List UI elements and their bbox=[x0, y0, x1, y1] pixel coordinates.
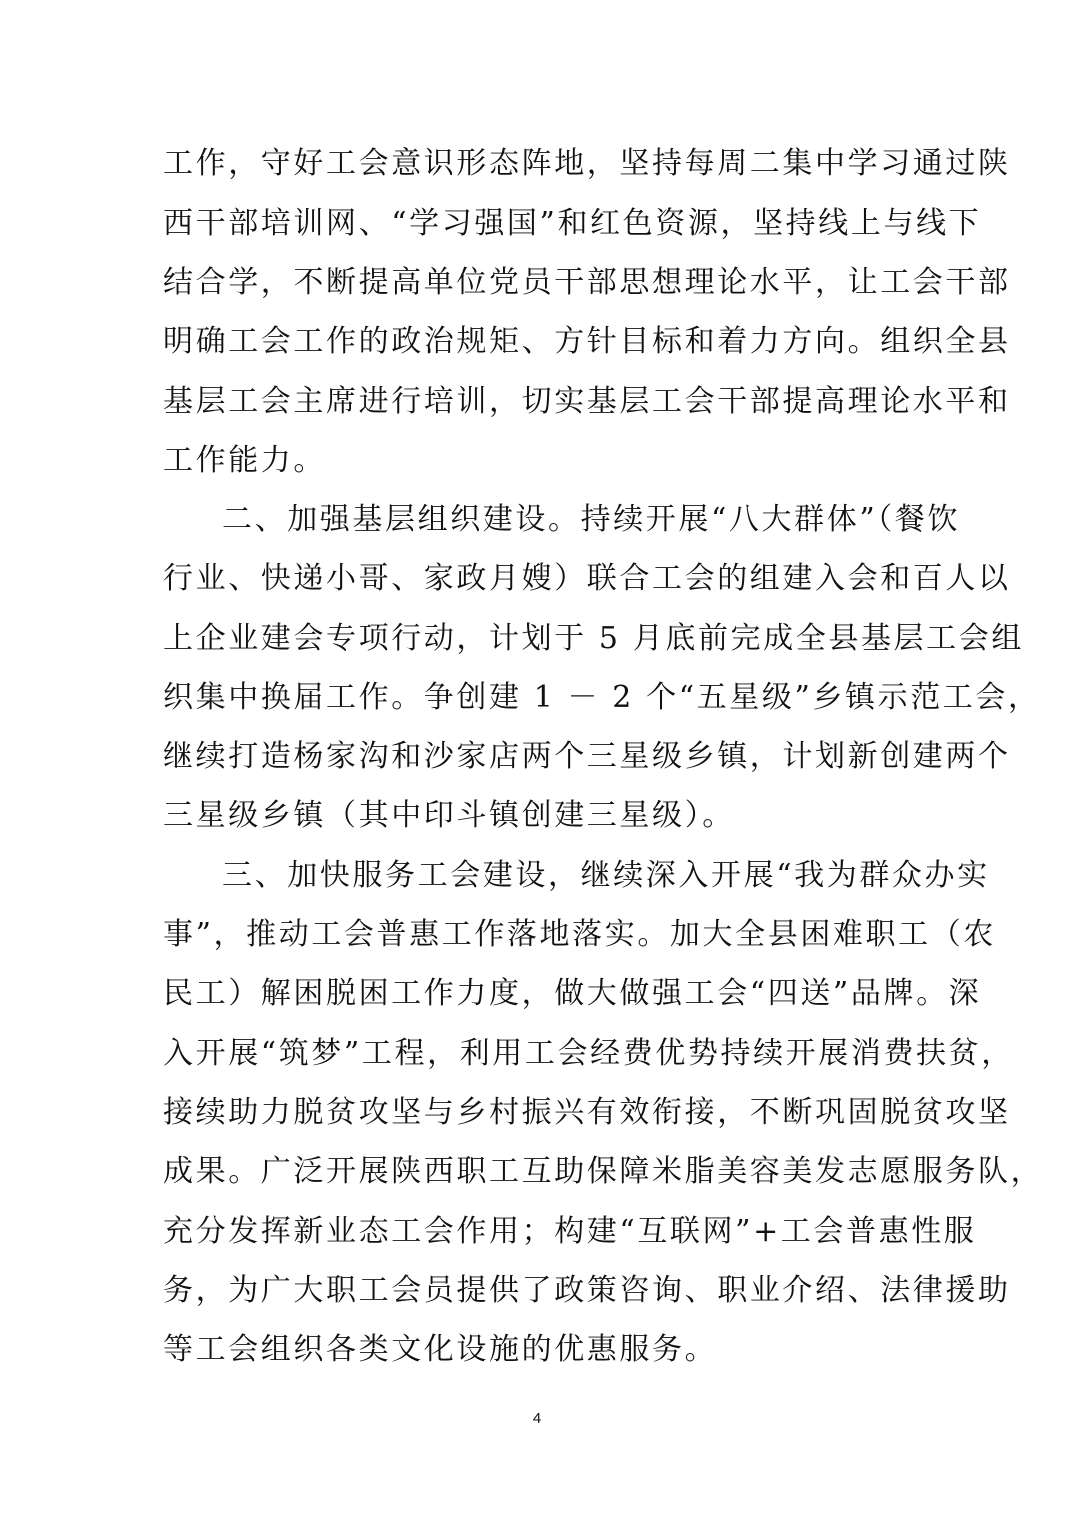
paragraph-2-line-5: 继续打造杨家沟和沙家店两个三星级乡镇，计划新创建两个 bbox=[163, 739, 1011, 774]
paragraph-3-line-8: 务，为广大职工会员提供了政策咨询、职业介绍、法律援助 bbox=[163, 1273, 1011, 1308]
paragraph-3-line-2: 事”，推动工会普惠工作落地落实。加大全县困难职工（农 bbox=[163, 917, 996, 952]
paragraph-3-line-3: 民工）解困脱困工作力度，做大做强工会“四送”品牌。深 bbox=[163, 976, 982, 1011]
paragraph-1-line-3: 结合学，不断提高单位党员干部思想理论水平，让工会干部 bbox=[163, 265, 1011, 300]
paragraph-2-line-4: 织集中换届工作。争创建 1 － 2 个“五星级”乡镇示范工会， bbox=[163, 680, 1041, 715]
paragraph-1-line-6: 工作能力。 bbox=[163, 443, 326, 478]
paragraph-2-line-1: 二、加强基层组织建设。持续开展“八大群体”（餐饮 bbox=[222, 502, 961, 537]
paragraph-3-line-9: 等工会组织各类文化设施的优惠服务。 bbox=[163, 1332, 718, 1367]
paragraph-2-line-2: 行业、快递小哥、家政月嫂）联合工会的组建入会和百人以 bbox=[163, 561, 1011, 596]
paragraph-3-line-1: 三、加快服务工会建设，继续深入开展“我为群众办实 bbox=[222, 858, 990, 893]
paragraph-3-line-6: 成果。广泛开展陕西职工互助保障米脂美容美发志愿服务队， bbox=[163, 1154, 1044, 1189]
paragraph-2-line-6: 三星级乡镇（其中印斗镇创建三星级）。 bbox=[163, 798, 735, 833]
page-number: 4 bbox=[532, 1410, 542, 1427]
paragraph-1-line-1: 工作，守好工会意识形态阵地，坚持每周二集中学习通过陕 bbox=[163, 146, 1011, 181]
paragraph-1-line-5: 基层工会主席进行培训，切实基层工会干部提高理论水平和 bbox=[163, 384, 1011, 419]
paragraph-1-line-2: 西干部培训网、“学习强国”和红色资源，坚持线上与线下 bbox=[163, 206, 982, 241]
paragraph-1-line-4: 明确工会工作的政治规矩、方针目标和着力方向。组织全县 bbox=[163, 324, 1011, 359]
paragraph-3-line-7: 充分发挥新业态工会作用；构建“互联网”+工会普惠性服 bbox=[163, 1214, 977, 1249]
paragraph-2-line-3: 上企业建会专项行动，计划于 5 月底前完成全县基层工会组 bbox=[163, 621, 1024, 656]
paragraph-3-line-5: 接续助力脱贫攻坚与乡村振兴有效衔接，不断巩固脱贫攻坚 bbox=[163, 1095, 1011, 1130]
paragraph-3-line-4: 入开展“筑梦”工程，利用工会经费优势持续开展消费扶贫， bbox=[163, 1036, 1014, 1071]
